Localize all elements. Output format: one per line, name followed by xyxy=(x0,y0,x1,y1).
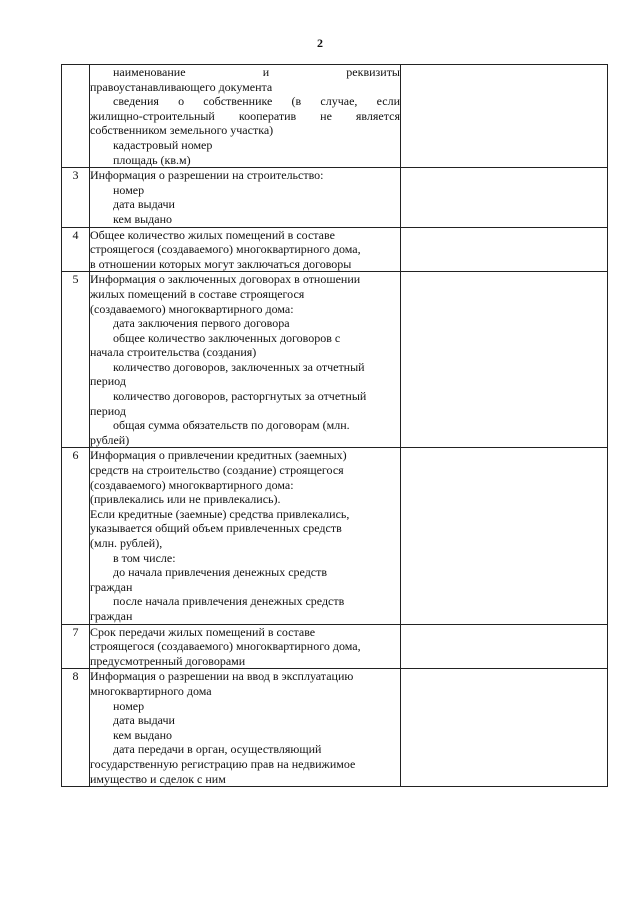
description-line: период xyxy=(90,403,126,418)
row-description xyxy=(90,272,401,448)
description-line: в отношении которых могут заключаться договоры xyxy=(90,256,352,271)
description-line: количество договоров, заключенных за отчетный xyxy=(113,359,365,374)
row-value-cell xyxy=(401,669,608,787)
description-line: граждан xyxy=(90,608,133,623)
description-line: строящегося (создаваемого) многоквартирного дома, xyxy=(90,242,361,257)
description-line: Информация о заключенных договорах в отношении xyxy=(90,272,361,287)
description-line: начала строительства (создания) xyxy=(90,345,257,360)
description-line: после начала привлечения денежных средств xyxy=(113,594,345,609)
description-line: правоустанавливающего документа xyxy=(90,79,273,94)
description-line: Общее количество жилых помещений в составе xyxy=(90,227,335,242)
description-line: рублей) xyxy=(90,432,130,447)
description-line: Информация о привлечении кредитных (заемных) xyxy=(90,448,347,463)
description-line: кадастровый номер xyxy=(113,137,213,152)
description-line: собственником земельного участка) xyxy=(90,123,274,138)
row-value-cell xyxy=(401,227,608,272)
row-value-cell xyxy=(401,272,608,448)
description-line: (млн. рублей), xyxy=(90,536,163,550)
row-number: 5 xyxy=(62,272,90,448)
description-line: Информация о разрешении на ввод в эксплуатацию xyxy=(90,669,354,684)
row-value-cell xyxy=(401,624,608,669)
row-number: 4 xyxy=(62,227,90,272)
row-number: 8 xyxy=(62,669,90,787)
page-number: 2 xyxy=(317,36,323,50)
description-line: номер xyxy=(113,182,145,197)
row-description xyxy=(90,65,401,168)
description-line: (создаваемого) многоквартирного дома: xyxy=(90,477,294,492)
row-description xyxy=(90,168,401,227)
description-line: жилых помещений в составе строящегося xyxy=(90,286,305,301)
row-number: 3 xyxy=(62,168,90,227)
row-description xyxy=(90,448,401,624)
description-line: указывается общий объем привлеченных средств xyxy=(90,521,342,536)
row-description xyxy=(90,227,401,272)
table-row xyxy=(62,272,608,448)
description-line: дата заключения первого договора xyxy=(113,316,290,331)
description-line: (создаваемого) многоквартирного дома: xyxy=(90,301,294,316)
description-line: номер xyxy=(113,698,145,713)
row-value-cell xyxy=(401,65,608,168)
table-row xyxy=(62,448,608,624)
description-line: строящегося (создаваемого) многоквартирного дома, xyxy=(90,639,361,654)
description-line: Срок передачи жилых помещений в составе xyxy=(90,624,316,639)
description-line: средств на строительство (создание) строящегося xyxy=(90,463,344,478)
description-line: дата передачи в орган, осуществляющий xyxy=(113,742,322,757)
description-line: Если кредитные (заемные) средства привлекались, xyxy=(90,506,350,521)
table-row xyxy=(62,624,608,669)
description-line: имущество и сделок с ним xyxy=(90,771,226,786)
row-value-cell xyxy=(401,448,608,624)
table-row xyxy=(62,227,608,272)
description-line: количество договоров, расторгнутых за отчетный xyxy=(113,389,367,404)
description-line: кем выдано xyxy=(113,211,173,226)
row-value-cell xyxy=(401,168,608,227)
table-row xyxy=(62,669,608,787)
description-line: Информация о разрешении на строительство: xyxy=(90,168,324,183)
description-line: многоквартирного дома xyxy=(90,683,212,698)
row-number xyxy=(62,65,90,168)
row-number: 6 xyxy=(62,448,90,624)
description-line: дата выдачи xyxy=(113,713,175,728)
description-line: наименование и реквизиты xyxy=(113,65,400,79)
table-body xyxy=(62,65,608,787)
description-line: период xyxy=(90,374,126,389)
table-row xyxy=(62,168,608,227)
row-description xyxy=(90,669,401,787)
description-line: государственную регистрацию прав на недвижимое xyxy=(90,756,356,771)
row-description xyxy=(90,624,401,669)
table-row xyxy=(62,65,608,168)
description-line: дата выдачи xyxy=(113,197,175,212)
description-line: общее количество заключенных договоров с xyxy=(113,330,341,345)
row-number: 7 xyxy=(62,624,90,669)
description-line: жилищно-строительный кооператив не является xyxy=(90,108,400,123)
description-line: до начала привлечения денежных средств xyxy=(113,565,328,580)
description-line: граждан xyxy=(90,579,133,594)
description-line: предусмотренный договорами xyxy=(90,653,246,668)
description-line: (привлекались или не привлекались). xyxy=(90,492,281,507)
description-line: общая сумма обязательств по договорам (млн. xyxy=(113,418,350,433)
developer-info-table xyxy=(61,64,608,787)
description-line: в том числе: xyxy=(113,550,176,565)
description-line: сведения о собственнике (в случае, если xyxy=(113,94,400,109)
description-line: кем выдано xyxy=(113,727,173,742)
description-line: площадь (кв.м) xyxy=(113,152,191,167)
